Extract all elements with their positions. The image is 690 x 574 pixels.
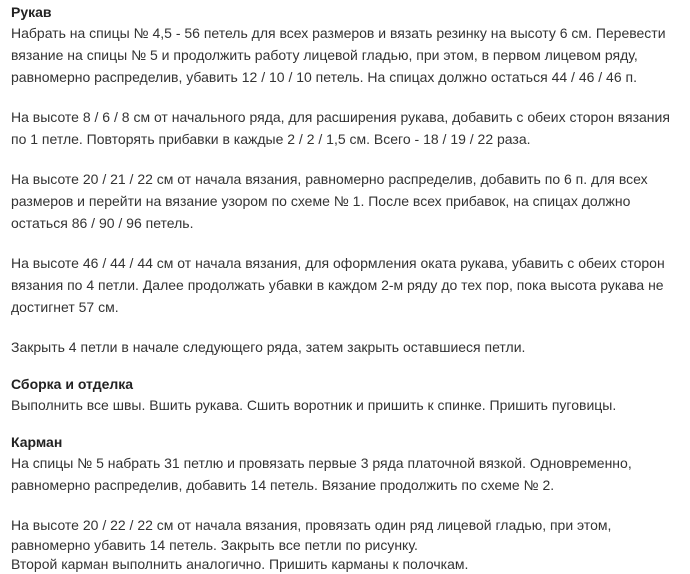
text-line: равномерно распределив, добавить 14 петель. Вязание продолжить по схеме № 2.	[11, 477, 555, 493]
text-line: вязание на спицы № 5 и продолжить работу лицевой гладью, при этом, в первом лицевом ряду,	[11, 47, 638, 63]
text-line: Закрыть 4 петли в начале следующего ряда, затем закрыть оставшиеся петли.	[11, 339, 526, 355]
text-line: вязания по 4 петли. Далее продолжать убавки в каждом 2-м ряду до тех пор, пока высота рукава не	[11, 277, 664, 293]
section-heading-sleeve: Рукав	[11, 4, 52, 20]
text-line: размеров и перейти на вязание узором по схеме № 1. После всех прибавок, на спицах должно	[11, 193, 631, 209]
text-line: равномерно убавить 14 петель. Закрыть все петли по рисунку.	[11, 537, 418, 553]
section-heading-assembly: Сборка и отделка	[11, 376, 134, 392]
text-line: На спицы № 5 набрать 31 петлю и провязать первые 3 ряда платочной вязкой. Одновременно,	[11, 455, 632, 471]
text-line: На высоте 20 / 22 / 22 см от начала вязания, провязать один ряд лицевой гладью, при этом,	[11, 517, 612, 533]
text-line: Набрать на спицы № 4,5 - 56 петель для всех размеров и вязать резинку на высоту 6 см. Перевести	[11, 25, 666, 41]
text-line: Второй карман выполнить аналогично. Пришить карманы к полочкам.	[11, 556, 469, 572]
text-line: по 1 петле. Повторять прибавки в каждые 2 / 2 / 1,5 см. Всего - 18 / 19 / 22 раза.	[11, 131, 531, 147]
text-line: На высоте 46 / 44 / 44 см от начала вязания, для оформления оката рукава, убавить с обеих сторон	[11, 255, 665, 271]
knitting-instructions	[11, 2, 687, 574]
text-line: остаться 86 / 90 / 96 петель.	[11, 215, 194, 231]
text-line: достигнет 57 см.	[11, 299, 119, 315]
section-heading-pocket: Карман	[11, 434, 63, 450]
text-line: равномерно распределив, убавить 12 / 10 / 10 петель. На спицах должно остаться 44 / 46 / 46 п.	[11, 69, 637, 85]
text-line: На высоте 8 / 6 / 8 см от начального ряда, для расширения рукава, добавить с обеих сторон вязания	[11, 109, 670, 125]
text-line: Выполнить все швы. Вшить рукава. Сшить воротник и пришить к спинке. Пришить пуговицы.	[11, 397, 617, 413]
text-line: На высоте 20 / 21 / 22 см от начала вязания, равномерно распределив, добавить по 6 п. для всех	[11, 171, 648, 187]
